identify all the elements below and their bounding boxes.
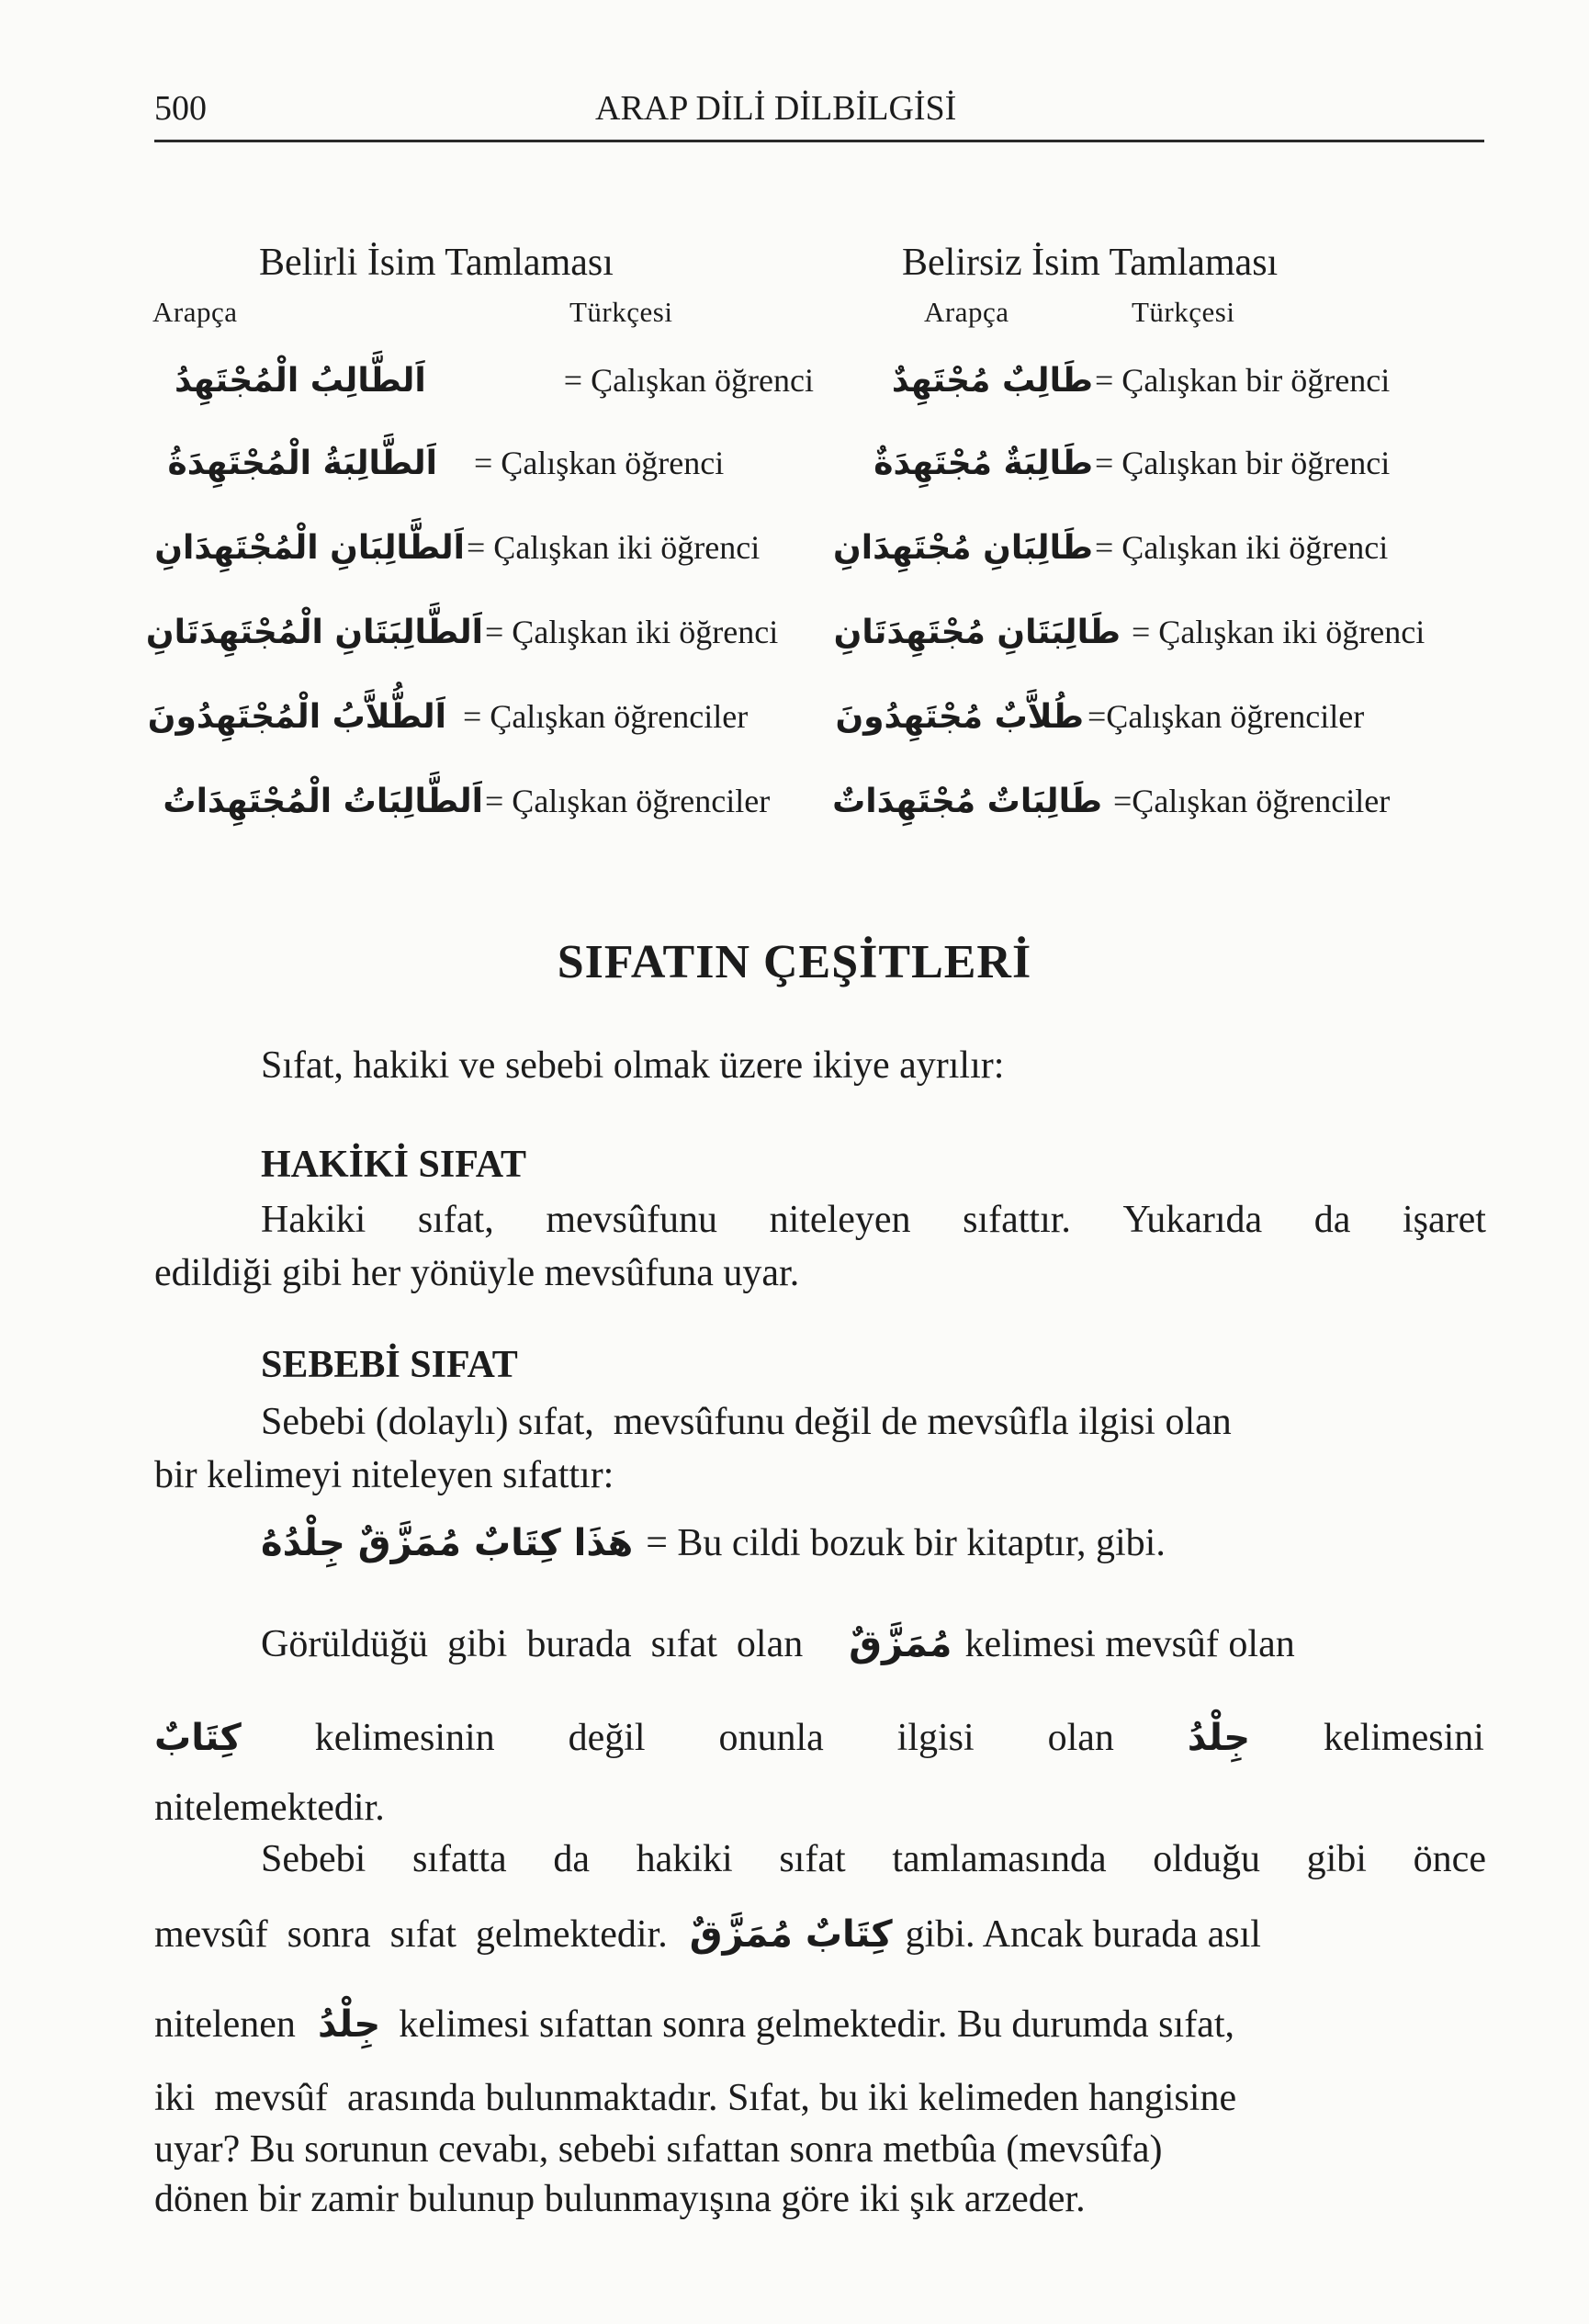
arabic-phrase: طُلاَّبٌ مُجْتَهِدُونَ	[835, 697, 1084, 736]
word: olduğu	[1153, 1838, 1260, 1880]
para2-line-4: iki mevsûf arasında bulunmaktadır. Sıfat, bu iki kelimeden hangisine	[154, 2077, 1237, 2119]
para2-line-3	[154, 1999, 1234, 2050]
word: değil	[568, 1717, 646, 1759]
table-row	[152, 759, 814, 843]
arabic-phrase: طَالِبٌ مُجْتَهِدٌ	[891, 361, 1093, 400]
text: Görüldüğü gibi burada sıfat olan	[261, 1623, 804, 1665]
word: ilgisi	[896, 1717, 975, 1759]
left-table-rows	[145, 340, 814, 843]
sebebi-heading: SEBEBİ SIFAT	[261, 1344, 518, 1386]
word: önce	[1413, 1838, 1486, 1880]
turkish-meaning: =Çalışkan öğrenciler	[1088, 698, 1365, 735]
text: mevsûf sonra sıfat gelmektedir.	[154, 1913, 668, 1956]
arabic-phrase: اَلطُّلاَّبُ الْمُجْتَهِدُونَ	[147, 697, 446, 736]
word: olan	[1047, 1717, 1114, 1759]
hakiki-line-1	[261, 1194, 1486, 1246]
turkish-meaning: = Çalışkan öğrenci	[474, 445, 725, 481]
word: kelimesini	[1323, 1717, 1484, 1759]
turkish-meaning: =Çalışkan öğrenciler	[1113, 783, 1391, 819]
right-col-arabic: Arapça	[924, 296, 1009, 328]
turkish-meaning: = Çalışkan bir öğrenci	[1095, 445, 1391, 481]
intro-text: Sıfat, hakiki ve sebebi olmak üzere ikiye ayrılır:	[261, 1044, 1005, 1087]
page-number: 500	[154, 89, 207, 128]
turkish-meaning: = Çalışkan iki öğrenci	[467, 529, 761, 566]
word: gibi	[1306, 1838, 1367, 1880]
table-row	[808, 674, 1470, 759]
turkish-meaning: = Çalışkan öğrenciler	[485, 783, 771, 819]
turkish-meaning: = Çalışkan bir öğrenci	[1095, 362, 1391, 399]
table-row	[152, 421, 814, 505]
arabic-word: جِلْدُ	[317, 2003, 381, 2046]
word: sıfattır.	[963, 1199, 1071, 1241]
sebebi-line-2: bir kelimeyi niteleyen sıfattır:	[154, 1454, 614, 1496]
word: işaret	[1402, 1199, 1486, 1241]
word: Yukarıda	[1122, 1199, 1263, 1241]
arabic-word: جِلْدُ	[1187, 1717, 1251, 1759]
text: kelimesi sıfattan sonra gelmektedir. Bu durumda sıfat,	[399, 2003, 1234, 2046]
para2-line-1	[261, 1833, 1486, 1885]
right-col-turkish: Türkçesi	[1132, 296, 1235, 328]
text: gibi. Ancak burada asıl	[905, 1913, 1261, 1956]
arabic-phrase: طَالِبَاتٌ مُجْتَهِدَاتٌ	[832, 782, 1102, 820]
para1-line-2	[154, 1712, 1484, 1764]
turkish-meaning: = Çalışkan öğrenciler	[463, 698, 749, 735]
para1-line-3: nitelemektedir.	[154, 1787, 385, 1829]
arabic-phrase: طَالِبَتَانِ مُجْتَهِدَتَانِ	[833, 613, 1121, 651]
word: kelimesinin	[314, 1717, 495, 1759]
table-row	[152, 340, 814, 421]
text: kelimesi mevsûf olan	[964, 1623, 1295, 1665]
text: nitelenen	[154, 2003, 296, 2046]
left-col-arabic: Arapça	[152, 296, 238, 328]
right-table-rows	[808, 340, 1470, 843]
arabic-phrase: اَلطَّالِبَانِ الْمُجْتَهِدَانِ	[154, 528, 465, 567]
hakiki-heading: HAKİKİ SIFAT	[261, 1144, 526, 1186]
right-table-title: Belirsiz İsim Tamlaması	[902, 242, 1279, 284]
word: sıfatta	[412, 1838, 507, 1880]
turkish-meaning: = Çalışkan iki öğrenci	[1095, 529, 1389, 566]
arabic-example: هَذَا كِتَابٌ مُمَزَّقٌ جِلْدُهُ	[261, 1522, 634, 1564]
left-table-title: Belirli İsim Tamlaması	[259, 242, 614, 284]
table-row	[808, 590, 1470, 674]
para2-line-5: uyar? Bu sorunun cevabı, sebebi sıfattan sonra metbûa (mevsûfa)	[154, 2128, 1163, 2171]
arabic-phrase: اَلطَّالِبُ الْمُجْتَهِدُ	[174, 361, 426, 400]
word: da	[1313, 1199, 1351, 1241]
para2-line-2	[154, 1909, 1261, 1960]
word: da	[553, 1838, 590, 1880]
section-title: SIFATIN ÇEŞİTLERİ	[557, 936, 1032, 988]
arabic-phrase: طَالِبَةٌ مُجْتَهِدَةٌ	[873, 444, 1093, 482]
word: mevsûfunu	[546, 1199, 717, 1241]
word: onunla	[718, 1717, 824, 1759]
table-row	[808, 759, 1470, 843]
example-sentence	[261, 1517, 1166, 1569]
para2-line-6: dönen bir zamir bulunup bulunmayışına göre iki şık arzeder.	[154, 2178, 1086, 2220]
arabic-word: كِتَابٌ	[154, 1717, 242, 1759]
header-rule	[154, 140, 1484, 142]
word: hakiki	[636, 1838, 733, 1880]
arabic-phrase: اَلطَّالِبَاتُ الْمُجْتَهِدَاتُ	[163, 782, 483, 820]
table-row	[145, 590, 814, 674]
table-row	[808, 505, 1470, 590]
table-row	[808, 421, 1470, 505]
word: Hakiki	[261, 1199, 366, 1241]
table-row	[808, 340, 1470, 421]
arabic-phrase: اَلطَّالِبَةُ الْمُجْتَهِدَةُ	[167, 444, 437, 482]
hakiki-line-2: edildiği gibi her yönüyle mevsûfuna uyar.	[154, 1252, 800, 1294]
turkish-meaning: = Çalışkan iki öğrenci	[1132, 614, 1426, 650]
para1-line-1	[261, 1619, 1295, 1670]
turkish-meaning: = Çalışkan iki öğrenci	[485, 614, 779, 650]
arabic-phrase: طَالِبَانِ مُجْتَهِدَانِ	[833, 528, 1093, 567]
arabic-phrase: اَلطَّالِبَتَانِ الْمُجْتَهِدَتَانِ	[145, 613, 483, 651]
example-translation: = Bu cildi bozuk bir kitaptır, gibi.	[646, 1522, 1166, 1564]
left-col-turkish: Türkçesi	[569, 296, 673, 328]
word: Sebebi	[261, 1838, 366, 1880]
word: tamlamasında	[892, 1838, 1107, 1880]
arabic-word: مُمَزَّقٌ	[849, 1623, 952, 1665]
word: niteleyen	[769, 1199, 911, 1241]
word: sıfat	[779, 1838, 846, 1880]
table-row	[152, 505, 814, 590]
table-row	[147, 674, 814, 759]
turkish-meaning: = Çalışkan öğrenci	[563, 362, 814, 399]
word: sıfat,	[417, 1199, 494, 1241]
sebebi-line-1: Sebebi (dolaylı) sıfat, mevsûfunu değil de mevsûfla ilgisi olan	[261, 1401, 1232, 1443]
arabic-phrase: كِتَابٌ مُمَزَّقٌ	[689, 1913, 893, 1956]
running-title: ARAP DİLİ DİLBİLGİSİ	[595, 89, 957, 128]
